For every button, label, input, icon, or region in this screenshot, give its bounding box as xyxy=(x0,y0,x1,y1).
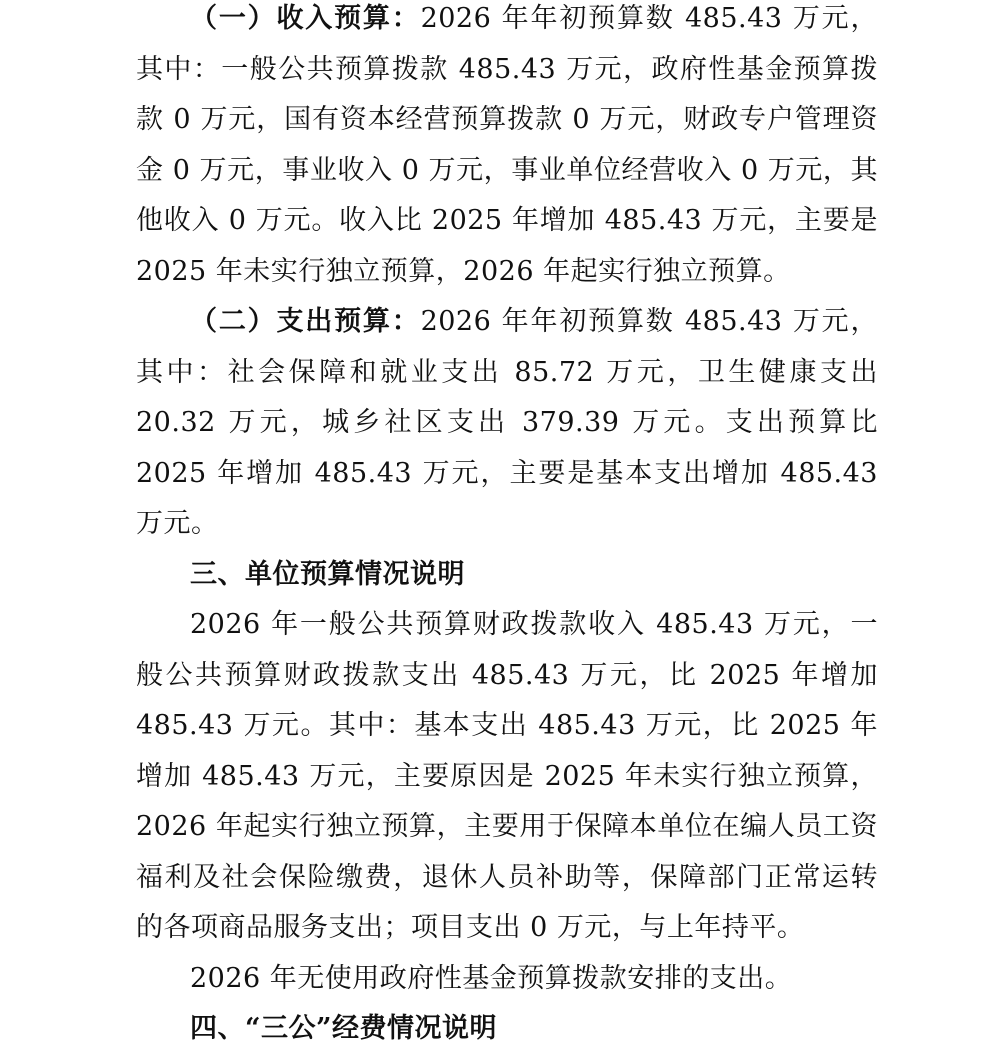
expense-budget-text: 2026 年年初预算数 485.43 万元，其中：社会保障和就业支出 85.72 万元，卫生健康支出 20.32 万元，城乡社区支出 379.39 万元。支出预算比 2025 年增加 485.43 万元，主要是基本支出增加 485.43 万元。 xyxy=(136,306,879,539)
section-four-heading: 四、“三公”经费情况说明 xyxy=(190,1013,498,1044)
section-three-heading: 三、单位预算情况说明 xyxy=(190,558,465,590)
section-three-paragraph-1: 2026 年一般公共预算财政拨款收入 485.43 万元，一般公共预算财政拨款支出 485.43 万元，比 2025 年增加 485.43 万元。其中：基本支出 485.43 万元，比 2025 年增加 485.43 万元，主要原因是 2025 年未实行独立预算，2026 年起实行独立预算，主要用于保障本单位在编人员工资福利及社会保险缴费，退休人员补助等，保障部门正常运转的各项商品服务支出；项目支出 0 万元，与上年持平。 xyxy=(136,609,878,943)
income-budget-text: 2026 年年初预算数 485.43 万元，其中：一般公共预算拨款 485.43 万元，政府性基金预算拨款 0 万元，国有资本经营预算拨款 0 万元，财政专户管理资金 0 万元，事业收入 0 万元，事业单位经营收入 0 万元，其他收入 0 万元。收入比 2025 年增加 485.43 万元，主要是 2025 年未实行独立预算，2026 年起实行独立预算。 xyxy=(136,3,879,287)
income-budget-label: （一）收入预算： xyxy=(190,3,421,34)
document-page xyxy=(136,0,878,1055)
section-three-paragraph-2: 2026 年无使用政府性基金预算拨款安排的支出。 xyxy=(190,962,793,994)
expense-budget-label: （二）支出预算： xyxy=(190,306,421,337)
income-budget-paragraph xyxy=(136,0,878,297)
expense-budget-paragraph xyxy=(136,297,878,550)
